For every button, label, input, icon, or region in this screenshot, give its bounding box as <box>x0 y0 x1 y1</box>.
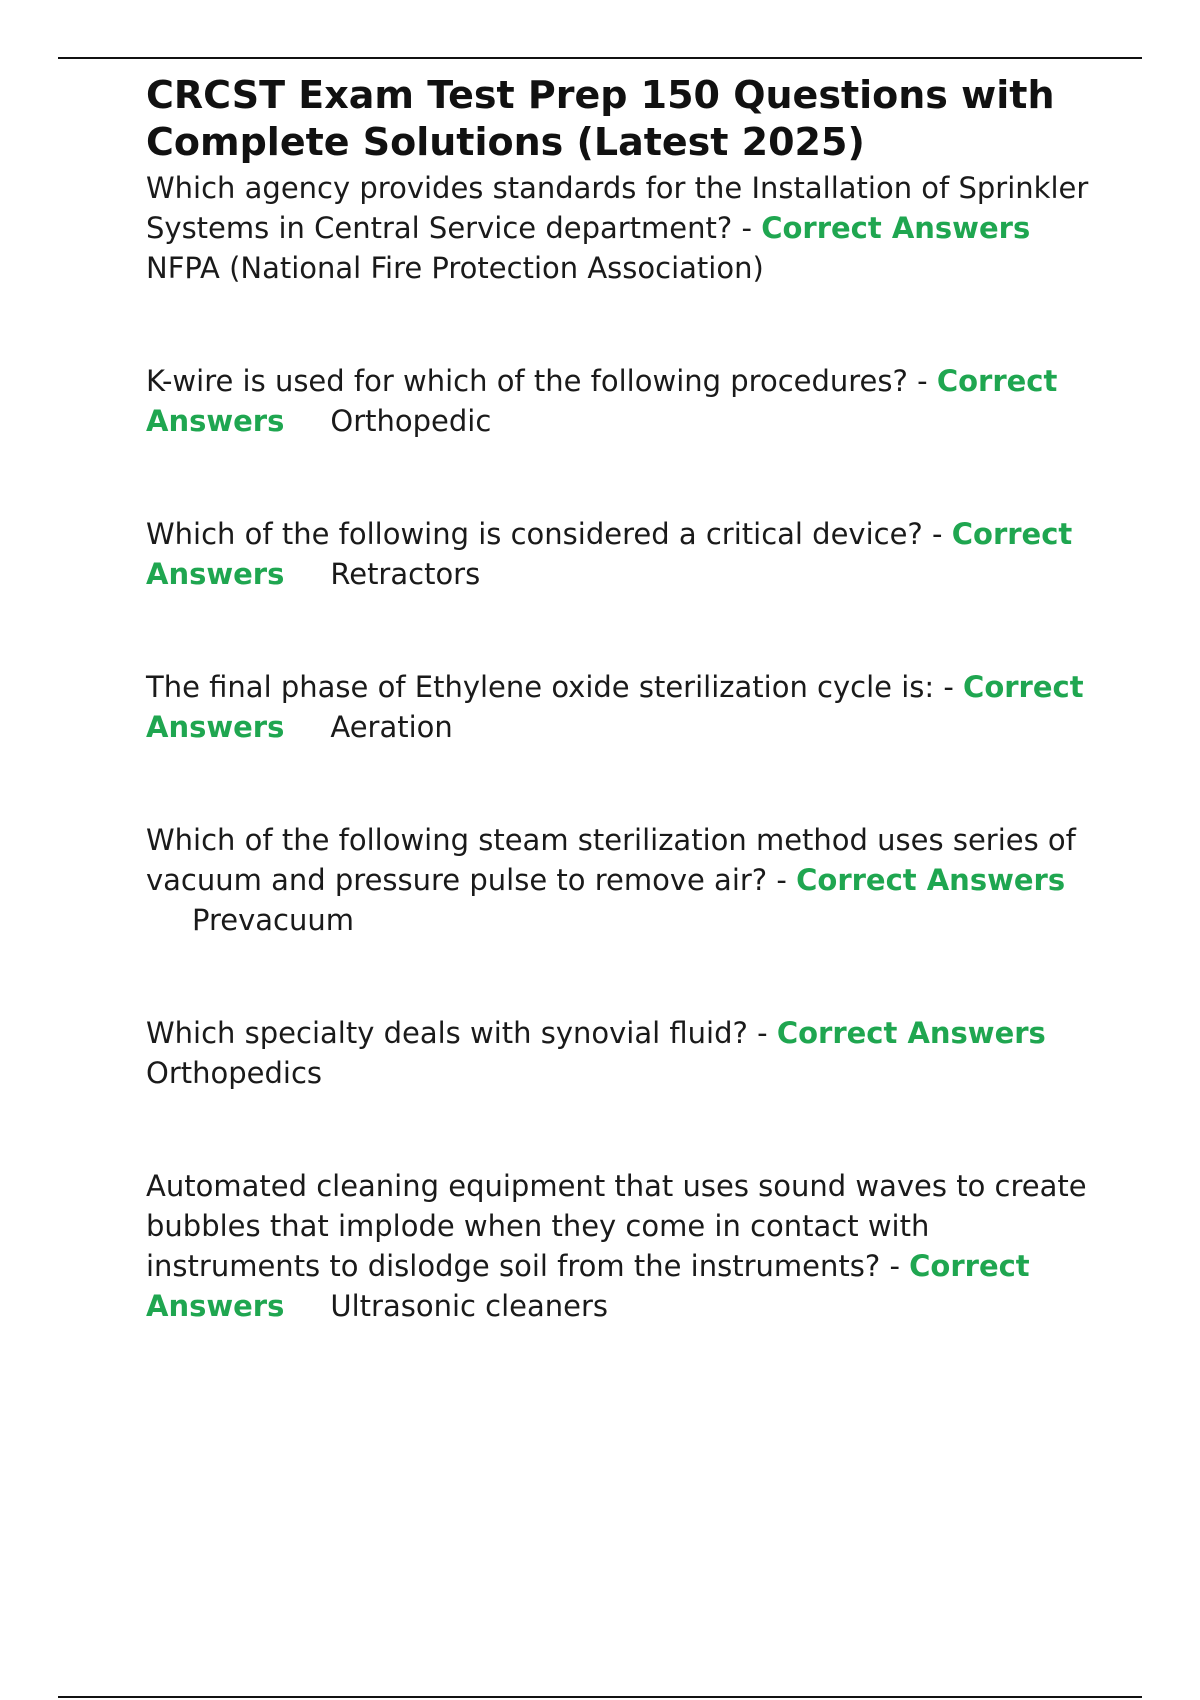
correct-answers-label: Correct Answers <box>146 1249 1030 1323</box>
document-title: CRCST Exam Test Prep 150 Questions with Complete Solutions (Latest 2025) <box>146 73 1055 164</box>
qa-item <box>146 1166 1106 1326</box>
question-text: Automated cleaning equipment that uses sound waves to create bubbles that implode when they come in contact with instruments to dislodge soil from the instruments? <box>146 1169 1087 1283</box>
question-text: The final phase of Ethylene oxide sterilization cycle is: <box>146 670 935 704</box>
answer-text: Aeration <box>330 710 453 744</box>
separator: - <box>767 863 797 897</box>
top-rule <box>58 57 1142 59</box>
correct-answers-label: Correct Answers <box>146 670 1084 744</box>
correct-answers-label: Correct Answers <box>796 863 1066 897</box>
correct-answers-label: Correct Answers <box>146 364 1058 438</box>
question-text: Which of the following is considered a critical device? <box>146 517 923 551</box>
document-body <box>146 72 1106 1326</box>
qa-item <box>146 168 1106 288</box>
question-text: Which of the following steam sterilization method uses series of vacuum and pressure pulse to remove air? <box>146 823 1076 897</box>
question-text: K-wire is used for which of the following procedures? <box>146 364 908 398</box>
correct-answers-label: Correct Answers <box>776 1016 1046 1050</box>
separator: - <box>907 364 937 398</box>
separator: - <box>732 211 762 245</box>
answer-text: Ultrasonic cleaners <box>330 1289 609 1323</box>
separator: - <box>922 517 952 551</box>
correct-answers-label: Correct Answers <box>761 211 1031 245</box>
qa-item <box>146 667 1106 747</box>
separator: - <box>934 670 964 704</box>
separator: - <box>880 1249 910 1283</box>
answer-text: NFPA (National Fire Protection Association) <box>146 251 764 285</box>
separator: - <box>747 1016 777 1050</box>
qa-item <box>146 820 1106 940</box>
qa-item <box>146 1013 1106 1093</box>
correct-answers-label: Correct Answers <box>146 517 1073 591</box>
qa-item <box>146 361 1106 441</box>
question-text: Which specialty deals with synovial fluid? <box>146 1016 748 1050</box>
answer-text: Orthopedic <box>330 404 492 438</box>
qa-item <box>146 514 1106 594</box>
answer-text: Retractors <box>330 557 481 591</box>
answer-text: Orthopedics <box>146 1056 323 1090</box>
answer-text: Prevacuum <box>192 903 354 937</box>
question-text: Which agency provides standards for the Installation of Sprinkler Systems in Central Service department? <box>146 171 1089 245</box>
bottom-rule <box>58 1696 1142 1698</box>
